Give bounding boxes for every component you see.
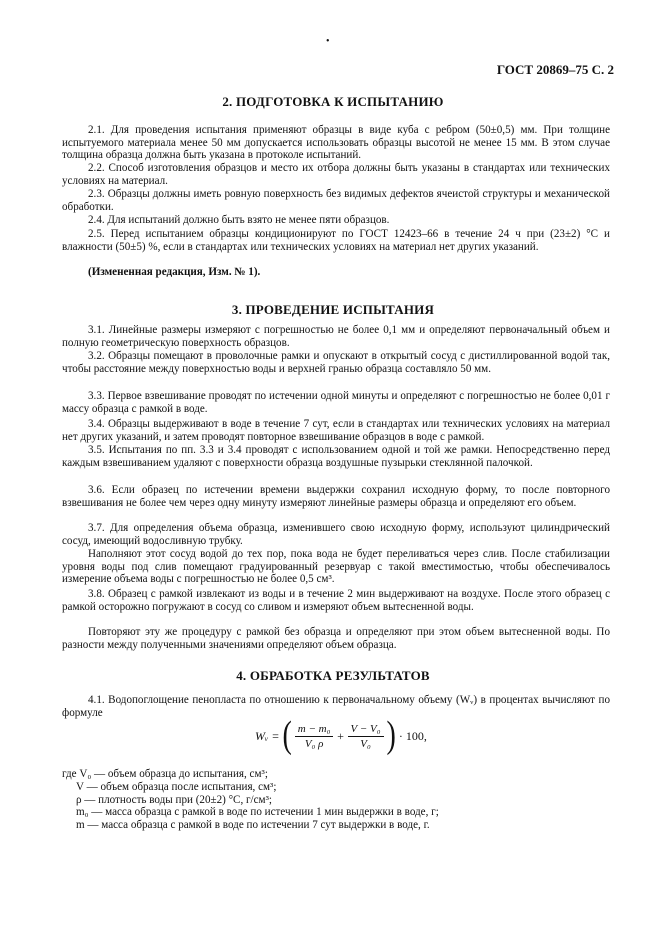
para-2-5: 2.5. Перед испытанием образцы кондиционируют по ГОСТ 12423–66 в течение 24 ч при (23±2) °С и влажности (50±5) %, если в стандартах или технических условиях на материал нет других указаний. — [62, 228, 610, 253]
para-3-7-cont: Наполняют этот сосуд водой до тех пор, пока вода не будет переливаться через слив. После стабилизации уровня воды под слив помещают градуированный резервуар с такой вместимостью, чтобы обеспечивалось измерение объема воды с погрешностью не более 0,5 см³. — [62, 548, 610, 586]
variable-definitions — [62, 768, 439, 832]
top-mark: • — [326, 36, 330, 47]
definition-m: m — масса образца с рамкой в воде по истечении 7 сут выдержки в воде, г. — [76, 819, 430, 832]
para-2-2: 2.2. Способ изготовления образцов и место их отбора должны быть указаны в стандартах или технических условиях на материал. — [62, 162, 610, 187]
para-2-1: 2.1. Для проведения испытания применяют образцы в виде куба с ребром (50±0,5) мм. При толщине испытуемого материала менее 50 мм допускается использовать образцы высотой не менее 15 мм. В этом случае толщина образца должна быть указана в протоколе испытаний. — [62, 124, 610, 162]
formula-plus: + — [336, 728, 345, 743]
section-2-title: 2. ПОДГОТОВКА К ИСПЫТАНИЮ — [222, 94, 444, 109]
para-4-1: 4.1. Водопоглощение пенопласта по отношению к первоначальному объему (Wᵥ) в процентах вычисляют по формуле — [62, 694, 610, 719]
page-header: ГОСТ 20869–75 С. 2 — [496, 62, 614, 77]
para-3-1: 3.1. Линейные размеры измеряют с погрешностью не более 0,1 мм и определяют первоначальный объем и полную геометрическую поверхность образцов. — [62, 324, 610, 349]
section-4-title: 4. ОБРАБОТКА РЕЗУЛЬТАТОВ — [236, 668, 430, 683]
fraction-volume — [348, 723, 384, 750]
left-paren-icon: ( — [282, 714, 292, 757]
fraction-volume-denominator: V₀ — [360, 737, 371, 750]
right-paren-icon: ) — [386, 714, 396, 757]
formula-lhs: Wᵥ = — [255, 728, 280, 743]
water-absorption-formula — [255, 714, 427, 757]
para-3-5: 3.5. Испытания по пп. 3.3 и 3.4 проводят с использованием одной и той же рамки. Непосредственно перед каждым взвешиванием удаляют с поверхности образца воздушные пузырьки стеклянной палочкой. — [62, 444, 610, 469]
para-3-7: 3.7. Для определения объема образца, изменившего свою исходную форму, используют цилиндрический сосуд, имеющий водосливную трубку. — [62, 522, 610, 547]
para-3-6: 3.6. Если образец по истечении времени выдержки сохранил исходную форму, то после повторного взвешивания не более чем через одну минуту измеряют линейные размеры образца и определяют его объем. — [62, 484, 610, 509]
definition-v0: где V₀ — объем образца до испытания, см³; — [62, 768, 268, 780]
definition-v: V — объем образца после испытания, см³; — [76, 780, 277, 793]
para-2-4: 2.4. Для испытаний должно быть взято не менее пяти образцов. — [88, 214, 390, 226]
fraction-mass-denominator: V₀ ρ — [304, 737, 324, 750]
para-3-8-cont: Повторяют эту же процедуру с рамкой без образца и определяют при этом объем вытесненной воды. По разности между полученными значениями определяют объем образца. — [62, 626, 610, 651]
para-3-4: 3.4. Образцы выдерживают в воде в течение 7 сут, если в стандартах или технических условиях на материал нет других указаний, и затем проводят повторное взвешивание образцов в воде с рамкой. — [62, 418, 610, 443]
para-3-2: 3.2. Образцы помещают в проволочные рамки и опускают в открытый сосуд с дистиллированной водой так, чтобы расстояние между поверхностью воды и верхней гранью образца составляло 50 мм. — [62, 350, 610, 375]
definition-rho: ρ — плотность воды при (20±2) °С, г/см³; — [76, 793, 272, 806]
formula-tail: · 100, — [398, 728, 427, 743]
section-3-title: 3. ПРОВЕДЕНИЕ ИСПЫТАНИЯ — [231, 302, 435, 317]
para-2-3: 2.3. Образцы должны иметь ровную поверхность без видимых дефектов ячеистой структуры и механической обработки. — [62, 188, 610, 213]
amendment-note: (Измененная редакция, Изм. № 1). — [88, 266, 261, 278]
para-3-3: 3.3. Первое взвешивание проводят по истечении одной минуты и определяют с погрешностью не более 0,01 г массу образца с рамкой в воде. — [62, 390, 610, 415]
definition-m0: m₀ — масса образца с рамкой в воде по истечении 1 мин выдержки в воде, г; — [76, 806, 439, 819]
fraction-mass-numerator: m − m₀ — [295, 723, 334, 737]
fraction-volume-numerator: V − V₀ — [348, 723, 384, 737]
para-3-8: 3.8. Образец с рамкой извлекают из воды и в течение 2 мин выдерживают на воздухе. После этого образец с рамкой осторожно погружают в сосуд со сливом и измеряют объем вытесненной воды. — [62, 588, 610, 613]
fraction-mass — [295, 723, 334, 750]
